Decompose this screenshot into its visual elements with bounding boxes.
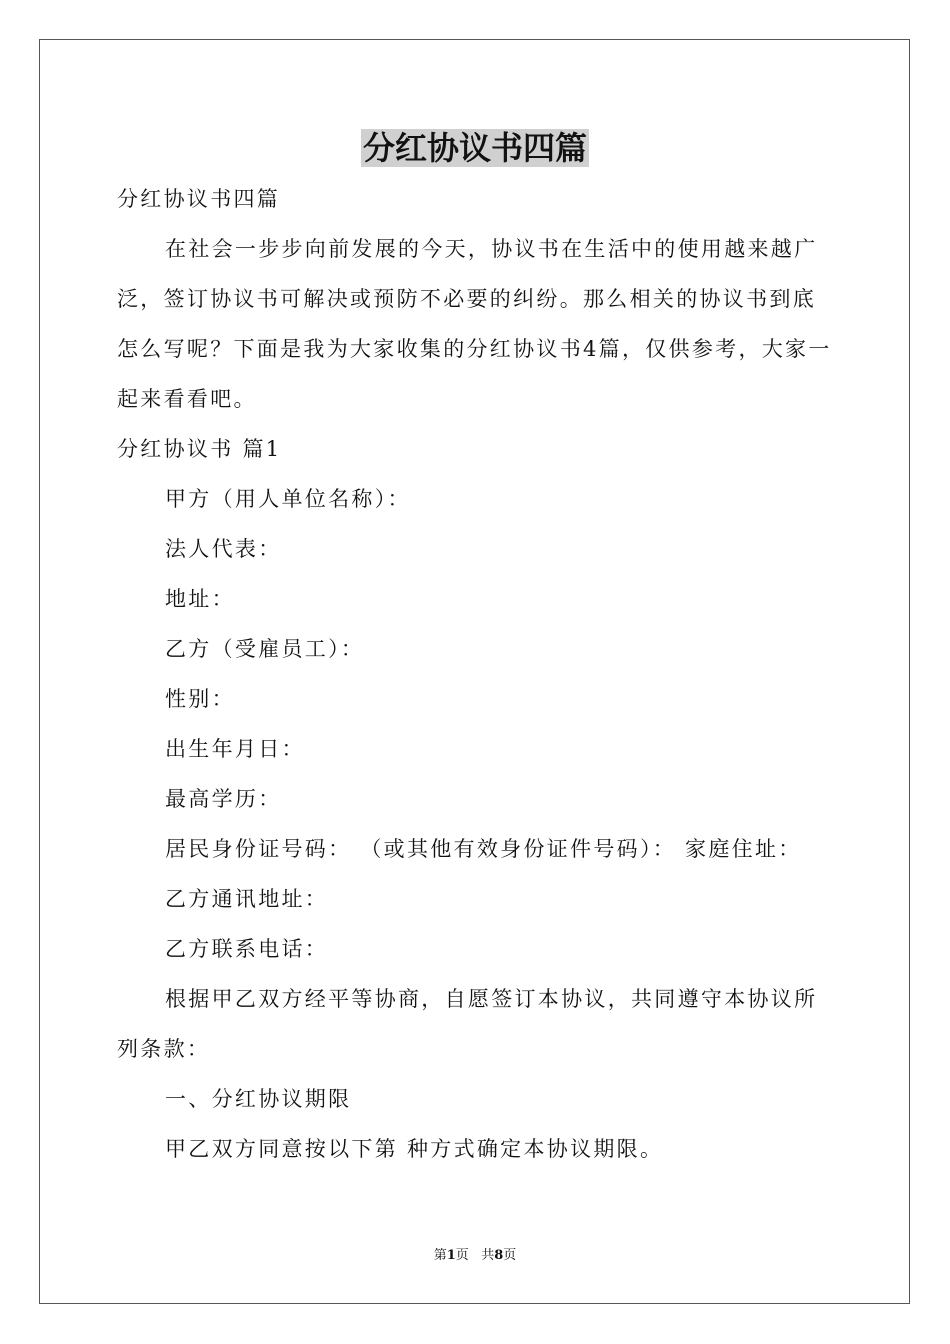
paragraph: 在社会一步步向前发展的今天，协议书在生活中的使用越来越广泛，签订协议书可解决或预防不必要的纠纷。那么相关的协议书到底怎么写呢？下面是我为大家收集的分红协议书4篇，仅供参考，大家一起来看看吧。 [117,237,832,411]
paragraph: 甲乙双方同意按以下第 种方式确定本协议期限。 [165,1137,664,1161]
paragraph: 最高学历： [165,787,282,811]
paragraph: 地址： [165,587,235,611]
paragraph: 法人代表： [165,537,282,561]
paragraph: 乙方（受雇员工）： [165,637,365,661]
footer-page-suffix: 页 [455,1248,469,1263]
footer-total-pages: 8 [494,1248,504,1263]
document-title-text: 分红协议书四篇 [362,129,587,167]
document-title [0,128,950,168]
footer-page-prefix: 第 [433,1248,447,1263]
footer-page-number: 1 [446,1248,456,1263]
footer-total-suffix: 页 [503,1248,517,1263]
paragraph: 出生年月日： [165,737,305,761]
paragraph: 甲方（用人单位名称）： [165,487,411,511]
paragraph: 性别： [165,687,235,711]
paragraph: 乙方通讯地址： [165,887,329,911]
paragraph: 根据甲乙双方经平等协商，自愿签订本协议，共同遵守本协议所列条款： [117,987,818,1061]
page-footer [0,1247,950,1265]
paragraph: 乙方联系电话： [165,937,329,961]
document-body [117,174,833,1174]
footer-total-prefix: 共 [481,1248,495,1263]
paragraph: 分红协议书四篇 [117,187,281,211]
paragraph: 一、分红协议期限 [165,1087,352,1111]
paragraph: 居民身份证号码： （或其他有效身份证件号码）： 家庭住址： [165,837,802,861]
section-heading: 分红协议书 篇1 [117,437,282,461]
